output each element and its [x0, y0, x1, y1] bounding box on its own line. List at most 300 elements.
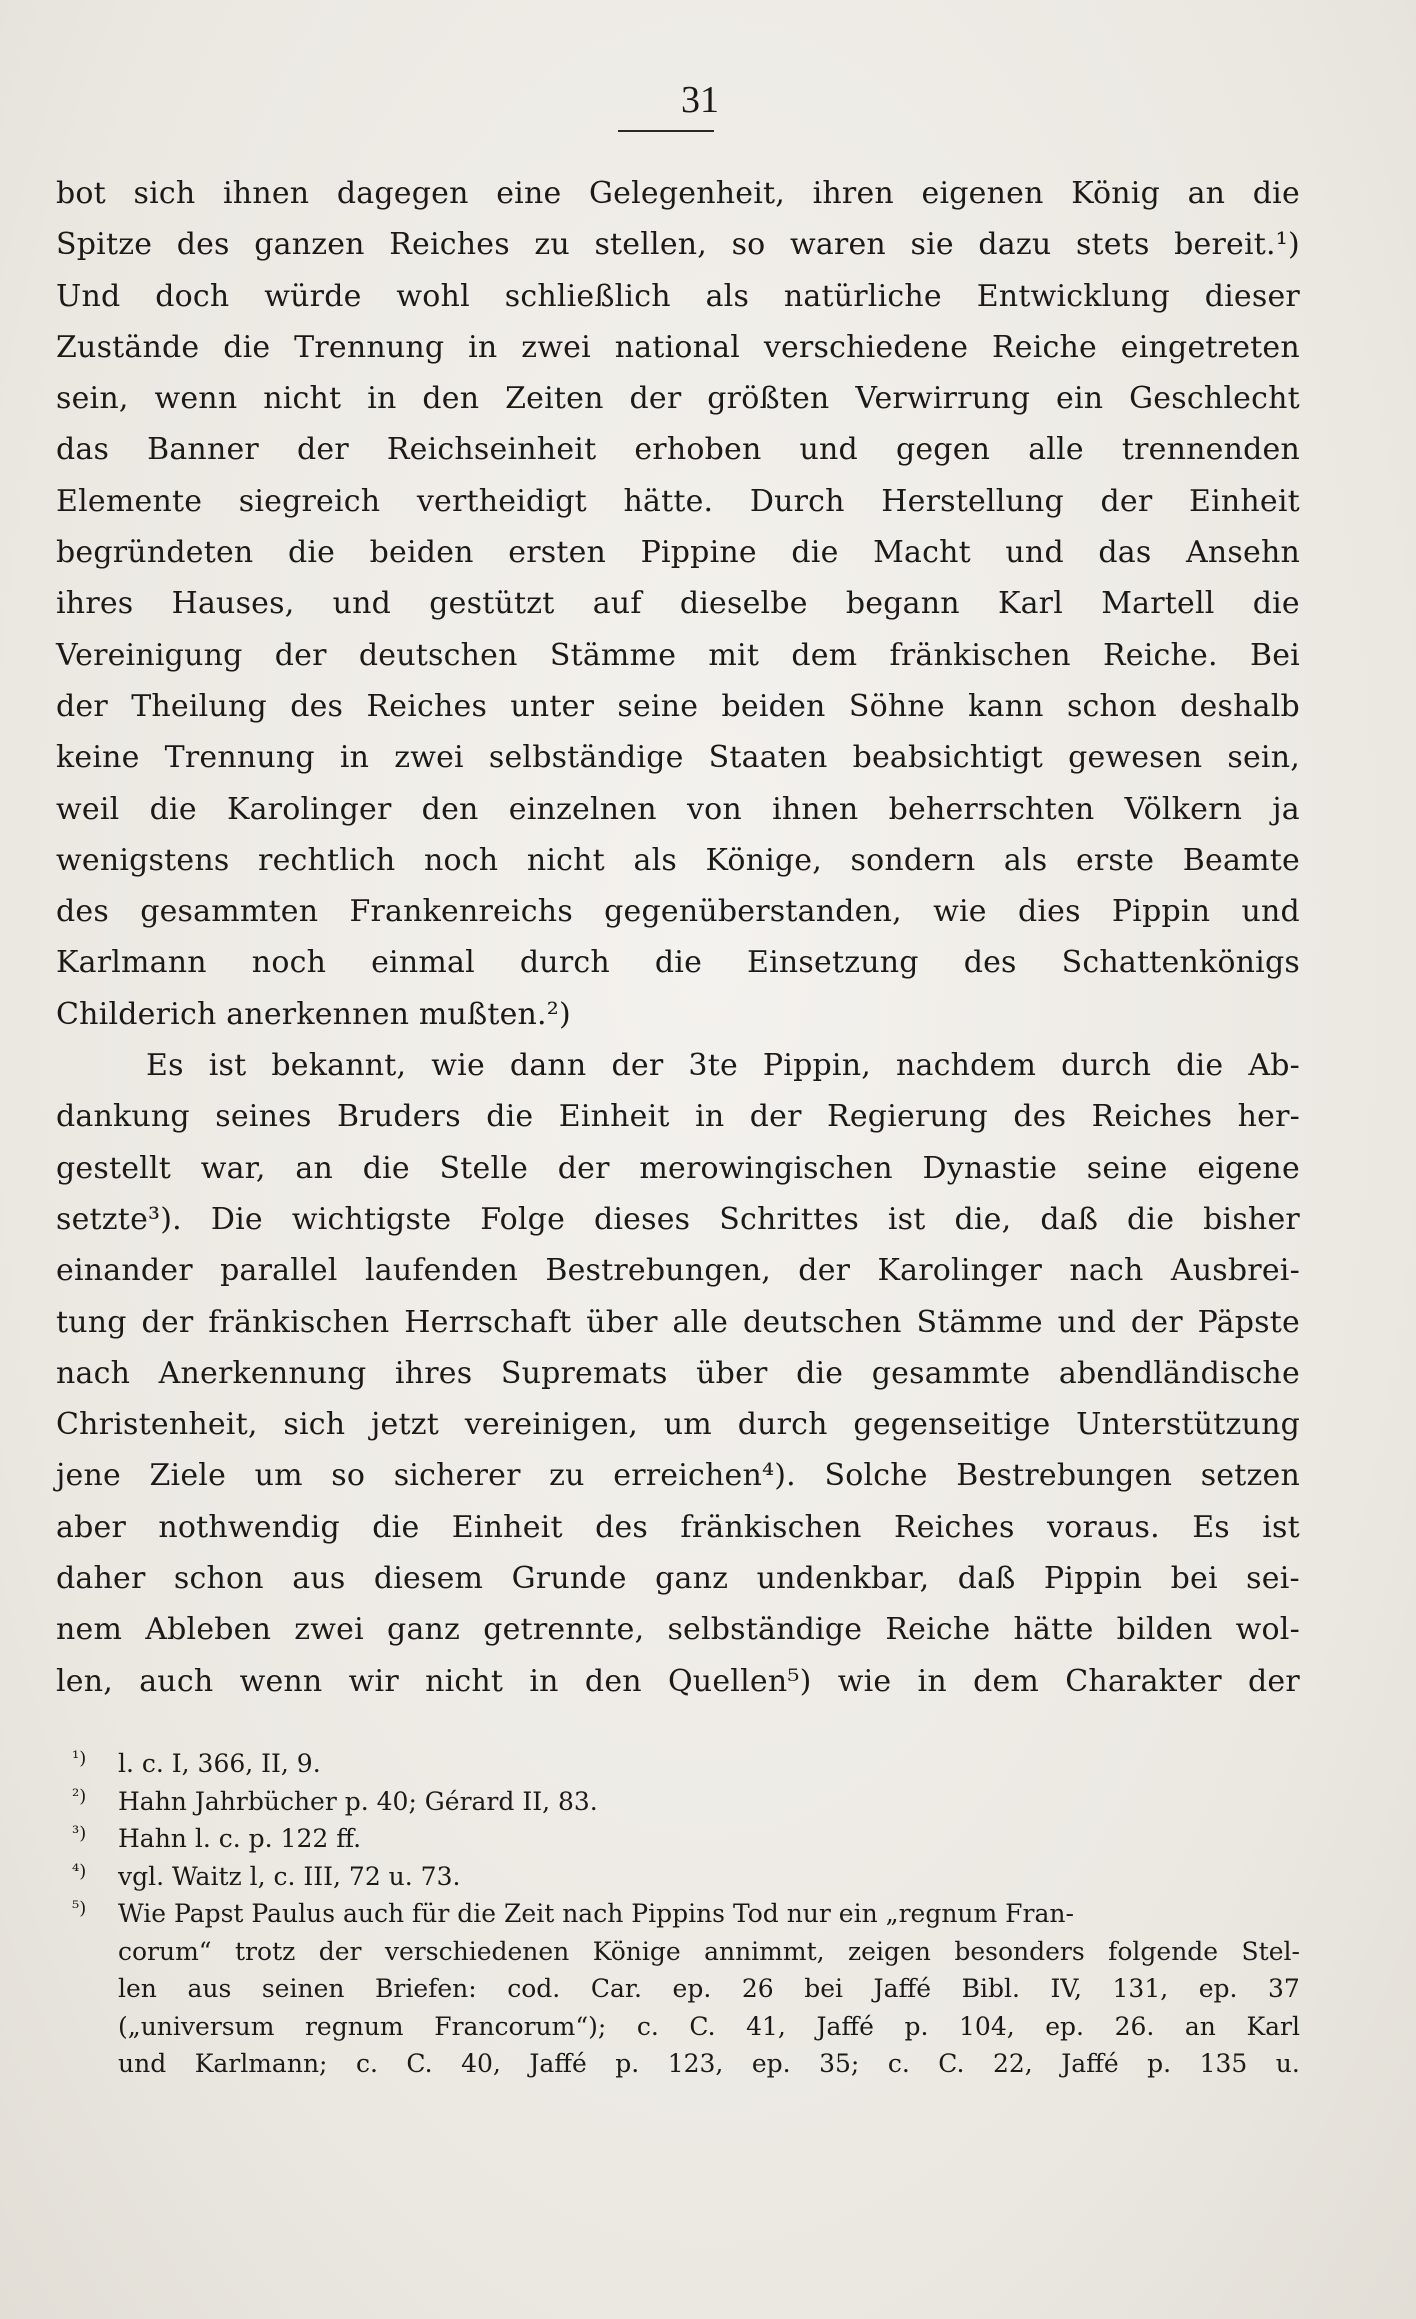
- footnote-text: Hahn l. c. p. 122 ff.: [118, 1824, 362, 1853]
- footnote: [72, 1820, 1300, 1858]
- word: Einsetzung: [747, 945, 919, 981]
- word: Und: [56, 278, 121, 314]
- word: der: [318, 1936, 362, 1966]
- word: Die: [210, 1201, 263, 1237]
- word: undenkbar,: [756, 1561, 930, 1597]
- word: siegreich: [238, 483, 381, 519]
- word: deshalb: [1180, 688, 1300, 724]
- word: wichtigste: [291, 1201, 452, 1237]
- word: Pippin: [1111, 894, 1211, 930]
- word: 104,: [959, 2011, 1015, 2041]
- word: Pippin,: [762, 1048, 871, 1084]
- word: voraus.: [1046, 1509, 1160, 1545]
- word: sondern: [850, 842, 976, 878]
- word: C.: [938, 2049, 965, 2078]
- page-number: 31: [681, 79, 719, 121]
- word: Staaten: [708, 740, 828, 776]
- word: 26: [741, 1974, 774, 2003]
- word: Zustände: [56, 329, 200, 365]
- word: mit: [708, 637, 760, 673]
- text-line: [56, 886, 1300, 937]
- word: die: [791, 535, 839, 571]
- word: diesem: [373, 1561, 484, 1597]
- word: 3te: [688, 1048, 738, 1084]
- text-line: [56, 1297, 1300, 1348]
- word: aus: [292, 1561, 346, 1597]
- word: in: [695, 1099, 725, 1135]
- word: wenigstens: [56, 842, 230, 878]
- word: folgende: [1108, 1936, 1219, 1966]
- word: und: [332, 586, 392, 622]
- word: gesammte: [871, 1355, 1031, 1391]
- word: einander: [56, 1253, 193, 1289]
- word: Reiches: [1091, 1099, 1213, 1135]
- word: 35;: [819, 2049, 860, 2078]
- word: des: [56, 894, 109, 930]
- word: selbständige: [488, 740, 684, 776]
- word: c.: [636, 2011, 659, 2041]
- word: in: [468, 329, 498, 365]
- word: daß: [1040, 1201, 1099, 1237]
- word: Solche: [824, 1458, 928, 1494]
- word: an: [1184, 2011, 1216, 2041]
- word: sie: [910, 227, 954, 263]
- word: ep.: [672, 1974, 712, 2003]
- word: seine: [617, 688, 699, 724]
- word: sich: [133, 176, 196, 211]
- footnote-text: vgl. Waitz l, c. III, 72 u. 73.: [118, 1861, 461, 1891]
- footnote-text: Wie Papst Paulus auch für die Zeit nach Pippins Tod nur ein „regnum Fran-: [118, 1899, 1074, 1928]
- word: Bestrebungen,: [545, 1253, 771, 1289]
- word: ein: [1056, 381, 1104, 417]
- word: hätte.: [623, 483, 714, 519]
- word: ist: [887, 1201, 926, 1237]
- word: Grunde: [511, 1561, 627, 1597]
- word: Ziele: [149, 1458, 227, 1494]
- word: Quellen⁵): [668, 1663, 812, 1699]
- word: die: [486, 1099, 534, 1135]
- word: C.: [406, 2049, 433, 2078]
- word: Entwicklung: [976, 278, 1170, 314]
- word: Gelegenheit,: [589, 176, 786, 211]
- word: Herrschaft: [404, 1304, 572, 1340]
- word: dem: [791, 637, 858, 673]
- word: die: [372, 1509, 420, 1545]
- word: schon: [173, 1561, 264, 1597]
- word: die: [1252, 586, 1300, 622]
- word: Stämme: [549, 637, 677, 673]
- word: und: [799, 432, 858, 468]
- word: Zeiten: [505, 381, 604, 417]
- word: national: [614, 329, 741, 365]
- word: Reiche: [885, 1612, 991, 1648]
- word: der: [611, 1048, 664, 1084]
- word: Briefen:: [375, 1974, 477, 2003]
- word: Folge: [480, 1201, 566, 1237]
- word: aber: [56, 1509, 126, 1545]
- word: Söhne: [848, 688, 945, 724]
- word: der: [1248, 1663, 1300, 1699]
- word: Christenheit,: [56, 1407, 258, 1443]
- word: der: [1100, 483, 1153, 519]
- word: des: [290, 688, 344, 724]
- word: Hauses,: [171, 586, 295, 622]
- word: bekannt,: [271, 1048, 407, 1084]
- word: Könige,: [705, 842, 822, 878]
- footnote: [72, 1783, 1300, 1821]
- word: Vereinigung: [56, 637, 243, 673]
- word: Päpste: [1197, 1304, 1300, 1340]
- word: unter: [510, 688, 595, 724]
- word: dies: [1017, 894, 1081, 930]
- word: Es: [146, 1048, 184, 1084]
- word: Durch: [749, 483, 845, 519]
- word: gewesen: [1068, 740, 1203, 776]
- word: erhoben: [634, 432, 762, 468]
- word: die,: [954, 1201, 1012, 1237]
- word: Reiches: [366, 688, 488, 724]
- word: der: [296, 432, 349, 468]
- word: annimmt,: [704, 1936, 825, 1966]
- word: Reiche.: [1102, 637, 1218, 673]
- word: Jaffé: [816, 2011, 874, 2041]
- word: Karlmann;: [194, 2049, 328, 2078]
- word: Martell: [1101, 586, 1215, 622]
- word: Ab-: [1248, 1048, 1300, 1084]
- word: Unterstützung: [1076, 1407, 1300, 1443]
- word: erste: [1075, 842, 1155, 878]
- word: die: [654, 945, 703, 981]
- word: seinen: [261, 1974, 345, 2003]
- word: erreichen⁴).: [613, 1458, 796, 1494]
- word: den: [422, 381, 480, 417]
- word: des: [963, 945, 1017, 981]
- word: Reiches: [389, 227, 510, 263]
- word: Jaffé: [529, 2049, 587, 2078]
- word: Pippine: [640, 535, 757, 571]
- word: ganz: [387, 1612, 461, 1648]
- word: merowingischen: [639, 1150, 893, 1186]
- word: dann: [509, 1048, 587, 1084]
- word: bei: [804, 1974, 843, 2003]
- word: nach: [1069, 1253, 1144, 1289]
- word: Reichseinheit: [386, 432, 597, 468]
- word: dagegen: [336, 176, 469, 211]
- word: trotz: [235, 1936, 296, 1966]
- text-line: [56, 322, 1300, 373]
- word: setzte³).: [56, 1201, 182, 1237]
- text-line: [56, 784, 1300, 835]
- word: doch: [155, 278, 230, 314]
- word: waren: [789, 227, 886, 263]
- word: bot: [56, 176, 106, 211]
- word: die: [287, 535, 336, 571]
- word: Bei: [1249, 637, 1300, 673]
- word: von: [686, 791, 742, 827]
- word: die: [1252, 176, 1300, 211]
- word: Könige: [592, 1936, 681, 1966]
- word: regnum: [304, 2011, 404, 2041]
- word: ihres: [56, 586, 134, 622]
- word: bisher: [1203, 1201, 1300, 1237]
- word: des: [176, 227, 230, 263]
- footnote-text: l. c. I, 366, II, 9.: [118, 1749, 321, 1778]
- word: selbständige: [667, 1612, 863, 1648]
- word: Trennung: [294, 329, 445, 365]
- word: begann: [845, 586, 960, 622]
- footnote-mark: ⁵): [72, 1898, 87, 1919]
- word: Pippin: [1043, 1561, 1143, 1597]
- word: sein,: [1227, 740, 1300, 776]
- word: corum“: [118, 1936, 212, 1966]
- word: Jaffé: [873, 1974, 932, 2003]
- word: des: [595, 1509, 649, 1545]
- word: ersten: [508, 535, 607, 571]
- word: Karlmann: [56, 945, 207, 981]
- word: der: [1130, 1304, 1183, 1340]
- word: zu: [549, 1458, 585, 1494]
- word: 22,: [992, 2049, 1033, 2078]
- word: die: [1127, 1201, 1175, 1237]
- word: wie: [431, 1048, 485, 1084]
- word: Stämme: [916, 1304, 1043, 1340]
- word: als: [1003, 842, 1048, 878]
- word: eigenen: [921, 176, 1044, 211]
- word: Ableben: [145, 1612, 272, 1648]
- word: die: [223, 329, 271, 365]
- word: Reiche: [991, 329, 1097, 365]
- word: Es: [1192, 1509, 1230, 1545]
- text-line: [56, 424, 1300, 475]
- word: Herstellung: [881, 483, 1064, 519]
- word: der: [274, 637, 327, 673]
- word: cod.: [507, 1974, 561, 2003]
- footnote-mark: ¹): [72, 1748, 87, 1769]
- word: Francorum“);: [434, 2011, 607, 2041]
- word: den: [421, 791, 479, 827]
- word: Bibl.: [961, 1974, 1020, 2003]
- word: Banner: [147, 432, 259, 468]
- word: alle: [672, 1304, 729, 1340]
- word: durch: [737, 1407, 828, 1443]
- word: gesammten: [140, 894, 319, 930]
- word: jetzt: [371, 1407, 439, 1443]
- word: und: [1057, 1304, 1117, 1340]
- word: Einheit: [1188, 483, 1300, 519]
- word: 135: [1199, 2049, 1248, 2078]
- word: beiden: [721, 688, 826, 724]
- footnote-mark: ⁴): [72, 1860, 87, 1882]
- word: zu: [534, 227, 570, 263]
- word: des: [1013, 1099, 1067, 1135]
- footnote-mark: ²): [72, 1785, 87, 1807]
- word: König: [1071, 176, 1161, 211]
- word: abendländische: [1058, 1355, 1300, 1391]
- word: in: [529, 1663, 559, 1699]
- text-line: [56, 219, 1300, 270]
- word: p.: [615, 2049, 640, 2078]
- word: in: [367, 381, 397, 417]
- word: nicht: [425, 1663, 504, 1699]
- word: ja: [1272, 791, 1300, 827]
- word: daher: [56, 1561, 146, 1597]
- word: ep.: [751, 2049, 791, 2078]
- footnote-continuation: [72, 2045, 1300, 2083]
- word: an: [295, 1150, 333, 1186]
- word: daß: [957, 1561, 1016, 1597]
- text-line: [56, 1348, 1300, 1399]
- word: ihnen: [223, 176, 310, 211]
- word: auch: [139, 1663, 214, 1699]
- word: gegenseitige: [853, 1407, 1051, 1443]
- word: kann: [968, 688, 1044, 724]
- word: verschiedenen: [384, 1936, 570, 1966]
- word: so: [331, 1458, 366, 1494]
- word: wir: [348, 1663, 399, 1699]
- word: ganz: [655, 1561, 729, 1597]
- word: 26.: [1114, 2011, 1155, 2041]
- word: noch: [251, 945, 327, 981]
- word: so: [731, 227, 766, 263]
- word: hätte: [1013, 1612, 1094, 1648]
- word: len: [118, 1974, 157, 2003]
- word: 41,: [746, 2011, 786, 2041]
- word: len,: [56, 1663, 114, 1699]
- word: Völkern: [1124, 791, 1243, 827]
- word: Regierung: [827, 1099, 988, 1135]
- word: wie: [837, 1663, 892, 1699]
- word: dazu: [978, 227, 1052, 263]
- word: gegenüberstanden,: [604, 894, 902, 930]
- word: Karl: [1246, 2011, 1300, 2041]
- word: um: [663, 1407, 712, 1443]
- word: ihnen: [772, 791, 859, 827]
- word: schon: [1066, 688, 1157, 724]
- footnote: [72, 1745, 1300, 1783]
- word: Reiches: [893, 1509, 1015, 1545]
- word: begründeten: [56, 535, 254, 571]
- word: noch: [423, 842, 499, 878]
- word: beiden: [369, 535, 474, 571]
- word: ganzen: [254, 227, 365, 263]
- word: Geschlecht: [1129, 381, 1300, 417]
- word: und: [118, 2049, 167, 2078]
- text-line: [56, 732, 1300, 783]
- word: Dynastie: [922, 1150, 1058, 1186]
- word: sein,: [56, 381, 129, 417]
- word: besonders: [954, 1936, 1085, 1966]
- word: alle: [1028, 432, 1084, 468]
- footnote-text: Hahn Jahrbücher p. 40; Gérard II, 83.: [118, 1786, 598, 1816]
- word: der: [749, 1099, 802, 1135]
- footnotes: [72, 1745, 1300, 2083]
- word: 123,: [667, 2049, 724, 2078]
- word: wenn: [154, 381, 238, 417]
- word: fränkischen: [889, 637, 1071, 673]
- word: das: [1098, 535, 1152, 571]
- word: nicht: [263, 381, 342, 417]
- word: zwei: [294, 1612, 364, 1648]
- text-line: [56, 1553, 1300, 1604]
- word: den: [584, 1663, 642, 1699]
- text-line: [56, 1502, 1300, 1553]
- body-text: [56, 168, 1300, 1707]
- word: trennenden: [1121, 432, 1300, 468]
- word: die: [796, 1355, 844, 1391]
- word: die: [1176, 1048, 1224, 1084]
- footnote: [72, 1858, 1300, 1896]
- word: als: [633, 842, 677, 878]
- word: bereit.¹): [1174, 227, 1300, 263]
- word: wohl: [396, 278, 470, 314]
- word: beherrschten: [888, 791, 1095, 827]
- footnote-continuation: [72, 1933, 1300, 1971]
- word: setzen: [1200, 1458, 1300, 1494]
- word: nach: [56, 1355, 131, 1391]
- word: nachdem: [895, 1048, 1037, 1084]
- word: Ansehn: [1186, 535, 1300, 571]
- word: um: [254, 1458, 303, 1494]
- word: Ausbrei-: [1170, 1253, 1300, 1289]
- word: stellen,: [594, 227, 708, 263]
- word: p.: [1147, 2049, 1172, 2078]
- word: c.: [887, 2049, 910, 2078]
- word: Einheit: [558, 1099, 670, 1135]
- word: Frankenreichs: [349, 894, 573, 930]
- word: ist: [208, 1048, 247, 1084]
- word: vertheidigt: [416, 483, 587, 519]
- text-line: [56, 1604, 1300, 1655]
- word: rechtlich: [258, 842, 396, 878]
- word: Stelle: [439, 1150, 529, 1186]
- word: ist: [1262, 1509, 1300, 1545]
- word: Macht: [873, 535, 971, 571]
- word: Verwirrung: [855, 381, 1031, 417]
- word: Karolinger: [226, 791, 392, 827]
- word: fränkischen: [680, 1509, 862, 1545]
- word: tung: [56, 1304, 127, 1340]
- word: dankung: [56, 1099, 190, 1135]
- word: nothwendig: [158, 1509, 340, 1545]
- word: dieses: [593, 1201, 691, 1237]
- word: einzelnen: [508, 791, 657, 827]
- word: natürliche: [783, 278, 942, 314]
- text-line: [56, 527, 1300, 578]
- text-line: [56, 476, 1300, 527]
- word: dem: [973, 1663, 1040, 1699]
- word: eingetreten: [1120, 329, 1300, 365]
- word: gestellt: [56, 1150, 172, 1186]
- word: stets: [1075, 227, 1150, 263]
- word: Elemente: [56, 483, 203, 519]
- word: das: [56, 432, 110, 468]
- word: als: [705, 278, 750, 314]
- word: vereinigen,: [464, 1407, 639, 1443]
- word: wie: [933, 894, 987, 930]
- word: bilden: [1116, 1612, 1213, 1648]
- word: auf: [592, 586, 642, 622]
- word: Schrittes: [719, 1201, 859, 1237]
- word: 37: [1268, 1974, 1300, 2003]
- word: eigene: [1197, 1150, 1300, 1186]
- text-line: [56, 271, 1300, 322]
- footnote-continuation: [72, 1970, 1300, 2008]
- text-line: [56, 1091, 1300, 1142]
- word: beabsichtigt: [852, 740, 1044, 776]
- word: Karolinger: [877, 1253, 1043, 1289]
- word: die: [149, 791, 197, 827]
- word: der: [629, 381, 682, 417]
